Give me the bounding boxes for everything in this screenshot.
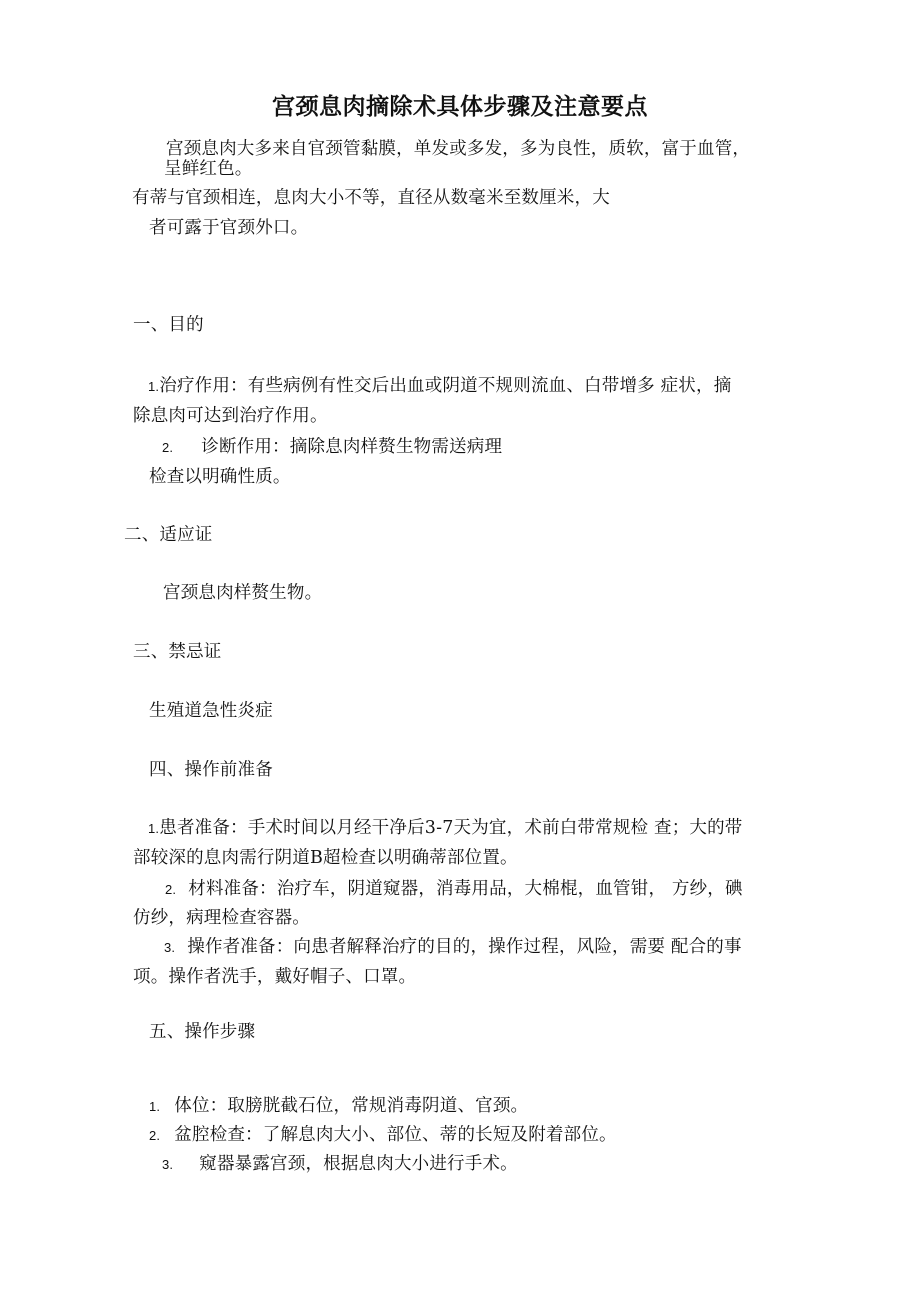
list-item-continuation: 项。操作者洗手，戴好帽子、口罩。 [133,967,417,987]
list-number: 3. [162,1157,174,1172]
section-text: 生殖道急性炎症 [149,701,273,721]
list-number: 2. [149,1128,161,1143]
list-text: 材料准备：治疗车，阴道窥器，消毒用品，大棉棍，血管钳， 方纱，碘 [188,879,743,899]
list-text: 操作者准备：向患者解释治疗的目的，操作过程，风险，需要 配合的事 [187,937,742,957]
section-heading-steps: 五、操作步骤 [149,1022,256,1042]
section-heading-indications: 二、适应证 [124,525,213,545]
section-heading-purpose: 一、目的 [133,315,204,335]
list-text: 诊断作用：摘除息肉样赘生物需送病理 [201,437,503,457]
list-number: 2. [162,440,174,455]
document-title: 宫颈息肉摘除术具体步骤及注意要点 [272,93,648,120]
list-number: 2. [165,882,177,897]
list-text: 治疗作用：有些病例有性交后出血或阴道不规则流血、白带增多 症状，摘 [159,376,732,396]
list-item [162,1152,518,1177]
list-number: 1. [148,821,160,836]
list-number: 3. [164,940,176,955]
list-text: 盆腔检查：了解息肉大小、部位、蒂的长短及附着部位。 [174,1125,617,1145]
list-item [149,1094,528,1119]
list-number: 1. [148,379,160,394]
list-text: 窥器暴露宫颈，根据息肉大小进行手术。 [199,1154,518,1174]
section-heading-preparation: 四、操作前准备 [149,760,273,780]
section-text: 宫颈息肉样赘生物。 [163,583,323,603]
list-item [148,374,731,399]
intro-line: 呈鲜红色。 [164,159,253,179]
list-item [148,816,743,841]
list-item-continuation: 部较深的息肉需行阴道B超检查以明确蒂部位置。 [133,848,518,868]
list-item-continuation: 检查以明确性质。 [149,467,291,487]
intro-line: 者可露于官颈外口。 [149,218,309,238]
list-item-continuation: 除息肉可达到治疗作用。 [133,406,328,426]
list-item-continuation: 仿纱，病理检查容器。 [133,908,310,928]
list-item [162,435,502,460]
section-heading-contraindications: 三、禁忌证 [133,642,222,662]
intro-line: 有蒂与官颈相连，息肉大小不等，直径从数毫米至数厘米，大 [132,188,610,208]
list-number: 1. [149,1099,161,1114]
list-text: 患者准备：手术时间以月经干净后3-7天为宜，术前白带常规检 查；大的带 [159,818,743,838]
list-item [164,935,742,960]
list-item [149,1123,617,1148]
list-item [165,877,743,902]
intro-line: 宫颈息肉大多来自官颈管黏膜，单发或多发，多为良性，质软，富于血管， [166,139,751,159]
list-text: 体位：取膀胱截石位，常规消毒阴道、官颈。 [174,1096,529,1116]
